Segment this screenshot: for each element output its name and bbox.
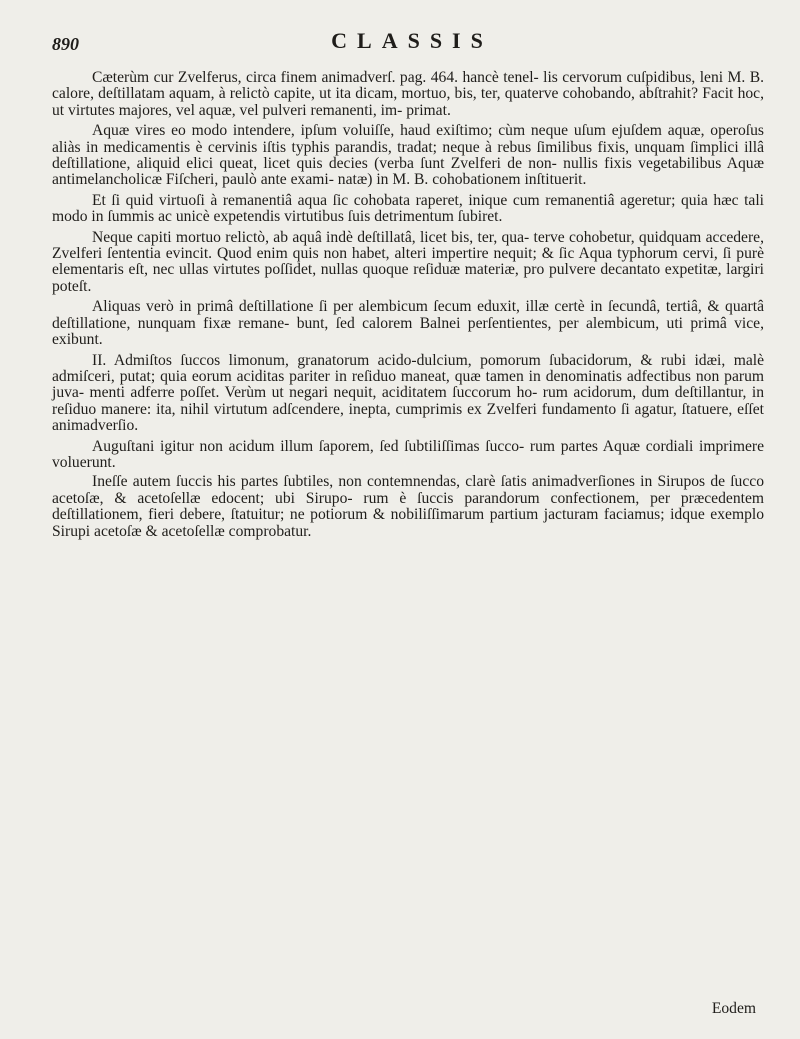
main-text xyxy=(52,70,764,540)
running-head: CLASSIS xyxy=(331,28,493,53)
paragraph-6: II. Admiſtos ſuccos limonum, granatorum acido-dulcium, pomorum ſubacidorum, & rubi idæi, malè admiſceri, putat; quia eorum aciditas pariter in reſiduo maneat, quæ tamen in denominatis adfectibus non parum juva- menti adferre poſſet. Verùm ut negari nequit, aciditatem ſuccorum ho- rum acidorum, dum deſtillantur, in reſiduo manere: ita, nihil virtutum adſcendere, inepta, cumprimis ex Zvelferi fundamento ſi agatur, ſtatuere, eſſet animadverſio. xyxy=(52,351,764,435)
page-number: 890 xyxy=(52,34,79,54)
paragraph-4: Neque capiti mortuo relictò, ab aquâ indè deſtillatâ, licet bis, ter, qua- terve cohobetur, quidquam accedere, Zvelferi ſententia evincit. Quod enim quis non habet, alteri impertire nequit; & ſic Aqua typhorum cervi, ſi purè elementaris eſt, nec ullas virtutes poſſidet, nullas quoque reſiduæ materiæ, pro pulvere decantato expetitæ, largiri poteſt. xyxy=(52,228,764,295)
catchword: Eodem xyxy=(711,1000,756,1017)
paragraph-8: Ineſſe autem ſuccis his partes ſubtiles, non contemnendas, clarè ſatis animadverſiones in Sirupos de ſucco acetoſæ, & acetoſellæ edocent; ubi Sirupo- rum è ſuccis parandorum confectionem, per præcedentem deſtillationem, fieri debere, ſtatuitur; ne potiorum & nobiliſſimarum partium jacturam faciamus; idque exemplo Sirupi acetoſæ & acetoſellæ comprobatur. xyxy=(52,473,764,540)
paragraph-5: Aliquas verò in primâ deſtillatione ſi per alembicum ſecum eduxit, illæ certè in ſecundâ, tertiâ, & quartâ deſtillatione, nunquam fixæ remane- bunt, ſed calorem Balnei perſentientes, per alembicum, uti primâ vice, exibunt. xyxy=(52,298,764,349)
page-header xyxy=(52,26,772,70)
paragraph-1: Cæterùm cur Zvelferus, circa finem animadverſ. pag. 464. hancè tenel- lis cervorum cuſpidibus, leni M. B. calore, deſtillatam aquam, à relictò capite, ut ita dicam, mortuo, bis, ter, quaterve cohobando, abſtrahit? Facit hoc, ut virtutes majores, vel aquæ, vel pulveri remanenti, im- primat. xyxy=(52,69,764,119)
paragraph-3: Et ſi quid virtuoſi à remanentiâ aqua ſic cohobata raperet, inique cum remanentiâ ageretur; quia hæc tali modo in ſummis ac unicè expetendis virtutibus ſuis detrimentum ſubiret. xyxy=(52,191,764,226)
paragraph-2: Aquæ vires eo modo intendere, ipſum voluiſſe, haud exiſtimo; cùm neque uſum ejuſdem aquæ, operoſus aliàs in medicamentis è cervinis iſtis typhis parandis, tradat; neque à rebus ſimilibus fixis, unquam ſimplici illâ deſtillatione, aliquid elici queat, licet quis decies (verba ſunt Zvelferi de non- nullis fixis vegetabilibus Aquæ antimelancholicæ Fiſcheri, paulò ante exami- natæ) in M. B. cohobationem inſtituerit. xyxy=(52,122,764,189)
paragraph-7: Auguſtani igitur non acidum illum ſaporem, ſed ſubtiliſſimas ſucco- rum partes Aquæ cordiali imprimere voluerunt. xyxy=(52,437,764,471)
